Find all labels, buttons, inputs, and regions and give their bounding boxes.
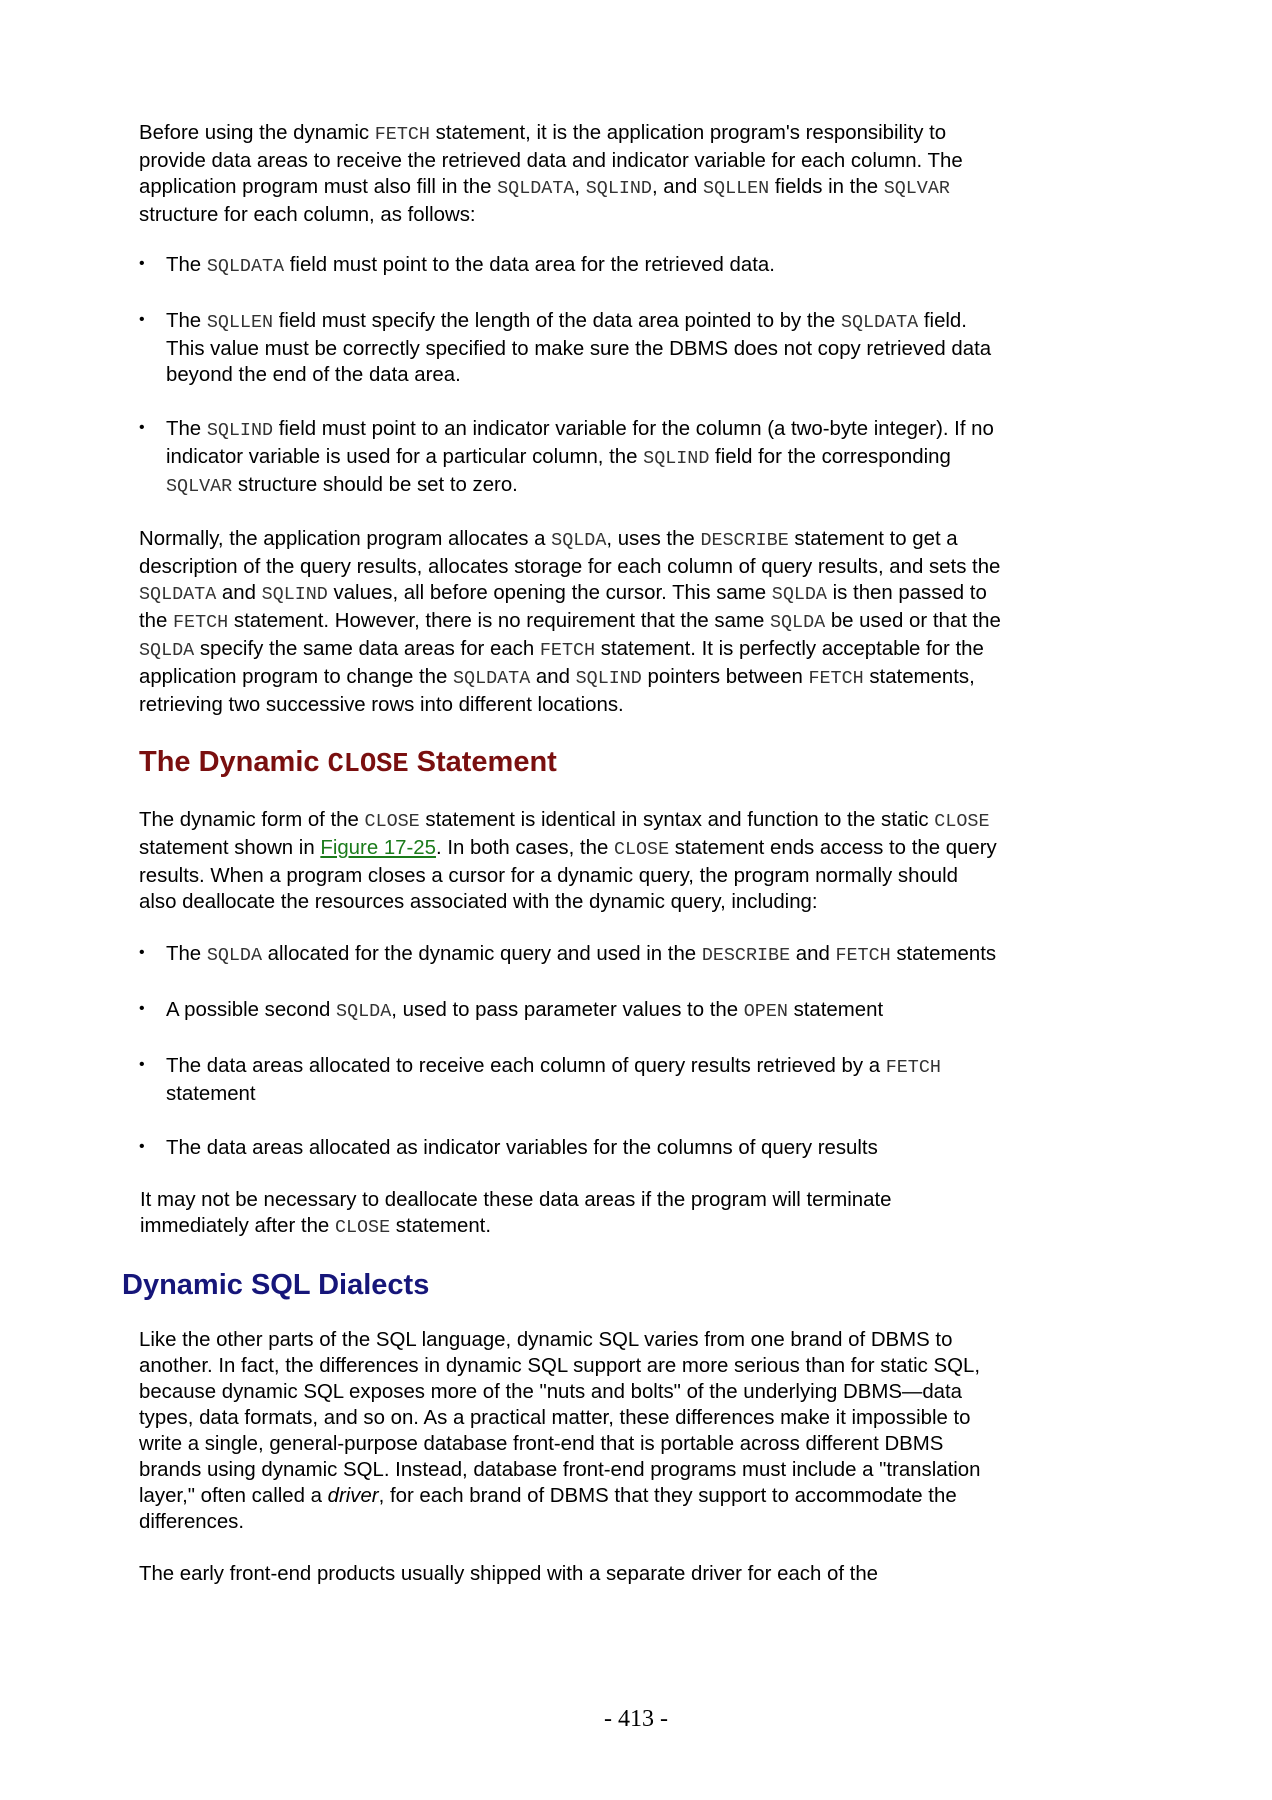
text: structure for each column, as follows: [139,204,476,226]
code-sqldata: SQLDATA [497,178,575,199]
text: statement, it is the application program's responsibility to provide data areas to receive the retrieved data and indicator variable for each column. The application program must also fill in the [139,122,963,198]
page-content [122,120,1001,1613]
sqlvar-field-list [139,252,1001,500]
paragraph-early-front-ends: The early front-end products usually shipped with a separate driver for each of the [139,1563,879,1585]
code-fetch: FETCH [374,124,430,145]
code-sqlvar: SQLVAR [883,178,950,199]
code-sqlind: SQLIND [585,178,652,199]
code-sqllen: SQLLEN [703,178,770,199]
paragraph-dialects-intro: Like the other parts of the SQL language, dynamic SQL varies from one brand of DBMS to another. In fact, the differences in dynamic SQL support are more serious than for static SQL, because dynamic SQL exposes more of the "nuts and bolts" of the underlying DBMS—data types, data formats, and so on. As a practical matter, these differences make it impossible to write a single, general-purpose database front-end that is portable across different DBMS brands using dynamic SQL. Instead, database front-end programs must include a "translation layer," often called a driver, for each brand of DBMS that they support to accommodate the differences. [139,1329,981,1533]
paragraph-sqlda-allocation: Normally, the application program allocates a SQLDA, uses the DESCRIBE statement to get a description of the query results, allocates storage for each column of query results, and sets the SQLDATA and SQLIND values, all before opening the cursor. This same SQLDA is then passed to the FETCH statement. However, there is no requirement that the same SQLDA be used or that the SQLDA specify the same data areas for each FETCH statement. It is perfectly acceptable for the application program to change the SQLDATA and SQLIND pointers between FETCH statements, retrieving two successive rows into different locations. [139,528,1001,716]
heading-dynamic-sql-dialects: Dynamic SQL Dialects [122,1269,430,1301]
paragraph-deallocate-note: It may not be necessary to deallocate these data areas if the program will terminate immediately after the CLOSE statement. [140,1189,892,1238]
heading-dynamic-close-statement: The Dynamic CLOSE Statement [139,746,557,780]
list-item: • The data areas allocated to receive each column of query results retrieved by a FETCH statement [139,1053,1001,1107]
text: fields in the [769,176,884,198]
paragraph-fetch-responsibility [139,120,1001,228]
deallocate-resources-list [139,941,1001,1161]
text: Before using the dynamic [139,122,375,144]
page-number: - 413 - [604,1706,668,1732]
list-item: • The data areas allocated as indicator variables for the columns of query results [139,1135,1001,1161]
text: , [574,176,586,198]
figure-17-25-link[interactable]: Figure 17-25 [320,837,436,859]
paragraph-close-description: The dynamic form of the CLOSE statement is identical in syntax and function to the static CLOSE statement shown in Figure 17-25. In both cases, the CLOSE statement ends access to the query results. When a program closes a cursor for a dynamic query, the program normally should also deallocate the resources associated with the dynamic query, including: [139,809,997,913]
list-item: • The SQLIND field must point to an indicator variable for the column (a two-byte integer). If no indicator variable is used for a particular column, the SQLIND field for the corresponding SQLVAR structure should be set to zero. [139,416,1001,500]
list-item: • The SQLDA allocated for the dynamic query and used in the DESCRIBE and FETCH statements [139,941,1001,969]
list-item: • The SQLDATA field must point to the data area for the retrieved data. [139,252,1001,280]
list-item: • The SQLLEN field must specify the length of the data area pointed to by the SQLDATA field. This value must be correctly specified to make sure the DBMS does not copy retrieved data beyond the end of the data area. [139,308,1001,388]
text: , and [651,176,703,198]
list-item: • A possible second SQLDA, used to pass parameter values to the OPEN statement [139,997,1001,1025]
